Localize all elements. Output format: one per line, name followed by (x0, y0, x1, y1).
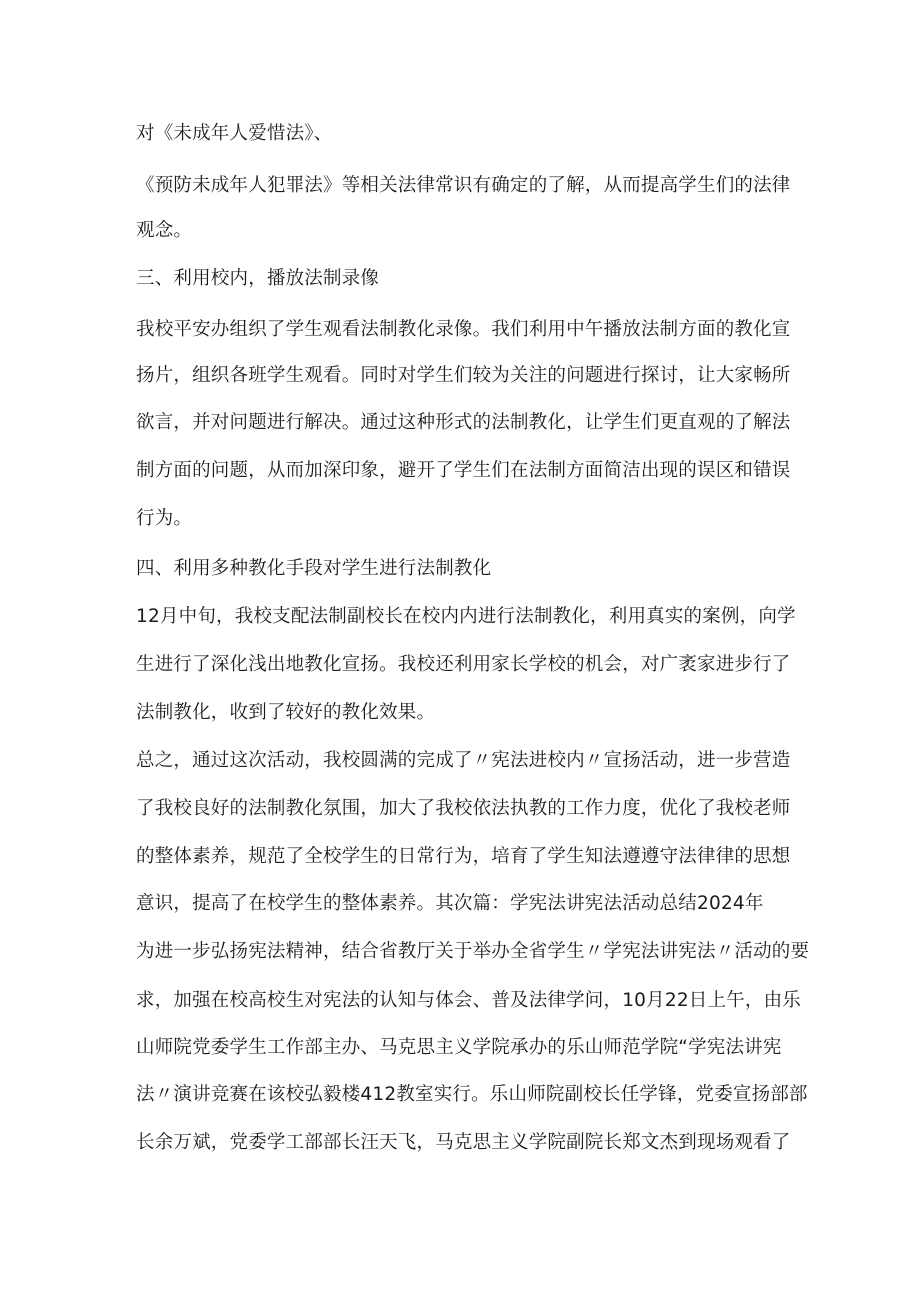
text-line: 意识，提高了在校学生的整体素养。其次篇：学宪法讲宪法活动总结2024年 (136, 893, 764, 914)
text-line: 法〃演讲竞赛在该校弘毅楼412教室实行。乐山师院副校长任学锋，党委宣扬部部 (136, 1084, 808, 1105)
text-line: 法制教化，收到了较好的教化效果。 (136, 702, 436, 723)
text-line: 观念。 (136, 220, 193, 241)
text-line: 生进行了深化浅出地教化宣扬。我校还利用家长学校的机会，对广袤家进步行了 (136, 654, 791, 675)
text-line: 行为。 (136, 508, 193, 529)
text-line: 了我校良好的法制教化氛围，加大了我校依法执教的工作力度，优化了我校老师 (136, 798, 791, 819)
text-line: 求，加强在校高校生对宪法的认知与体会、普及法律学问，10月22日上午，由乐 (136, 990, 801, 1011)
text-line: 欲言，并对问题进行解决。通过这种形式的法制教化，让学生们更直观的了解法 (136, 412, 791, 433)
text-line: 《预防未成年人犯罪法》等相关法律常识有确定的了解，从而提高学生们的法律 (136, 175, 791, 196)
text-line: 总之，通过这次活动，我校圆满的完成了〃宪法进校内〃宣扬活动，进一步营造 (136, 750, 791, 771)
text-line: 制方面的问题，从而加深印象，避开了学生们在法制方面简洁出现的误区和错误 (136, 460, 791, 481)
text-line: 对《未成年人爱惜法》、 (136, 123, 333, 144)
text-line: 山师院党委学生工作部主办、马克思主义学院承办的乐山师范学院“学宪法讲宪 (136, 1037, 782, 1058)
text-line: 长余万斌，党委学工部部长汪天飞，马克思主义学院副院长郑文杰到现场观看了 (136, 1132, 791, 1153)
text-line: 为进一步弘扬宪法精神，结合省教厅关于举办全省学生〃学宪法讲宪法〃活动的要 (136, 941, 810, 962)
text-line: 扬片，组织各班学生观看。同时对学生们较为关注的问题进行探讨，让大家畅所 (136, 365, 791, 386)
text-line: 12月中旬，我校支配法制副校长在校内内进行法制教化，利用真实的案例，向学 (136, 606, 796, 627)
section-heading: 四、利用多种教化手段对学生进行法制教化 (136, 558, 492, 579)
text-line: 我校平安办组织了学生观看法制教化录像。我们利用中午播放法制方面的教化宣 (136, 319, 791, 340)
section-heading: 三、利用校内，播放法制录像 (136, 268, 380, 289)
text-line: 的整体素养，规范了全校学生的日常行为，培育了学生知法遵遵守法律律的思想 (136, 846, 791, 867)
